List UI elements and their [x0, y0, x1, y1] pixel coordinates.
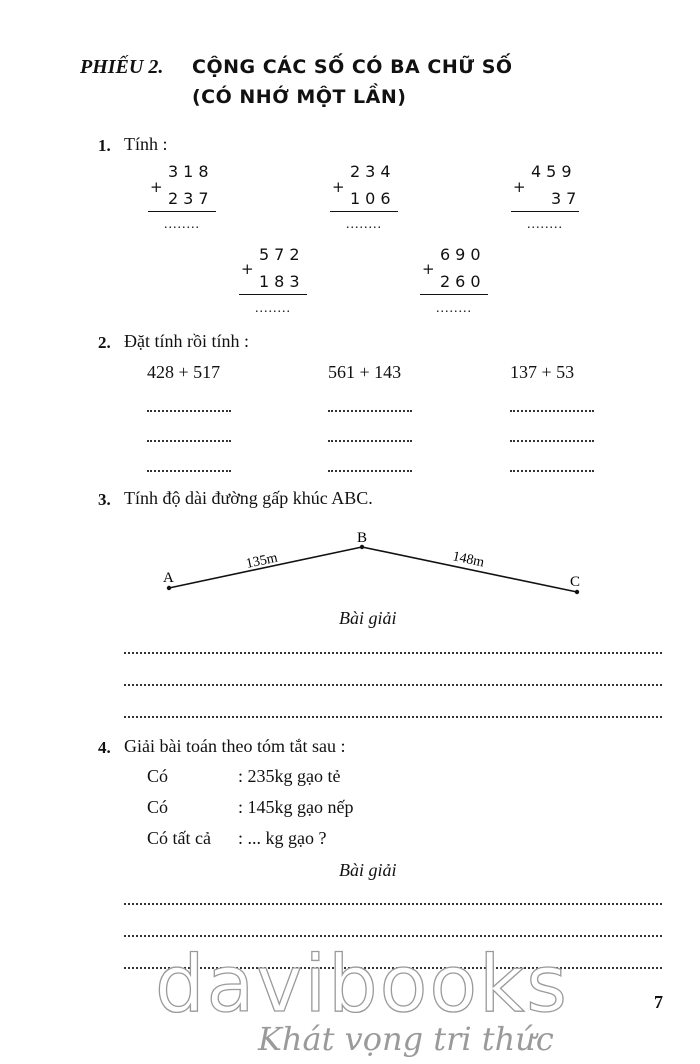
q2-prompt: Đặt tính rồi tính :: [124, 331, 249, 351]
watermark-slogan: Khát vọng tri thức: [258, 1020, 554, 1058]
solution-line[interactable]: [124, 716, 662, 718]
q2-expression-2: 561 + 143: [328, 362, 402, 382]
bottom-operand: 106: [350, 189, 396, 208]
point-b-label: B: [357, 530, 368, 546]
plus-sign: +: [150, 178, 163, 196]
point-a: [167, 586, 171, 590]
q1-number: 1.: [98, 136, 111, 155]
work-line[interactable]: [328, 440, 412, 442]
worksheet-title-line2: (CÓ NHỚ MỘT LẦN): [192, 86, 407, 108]
top-operand: 318: [168, 162, 214, 181]
sum-rule: [420, 294, 488, 295]
solution-line[interactable]: [124, 935, 662, 937]
worksheet-title-line1: CỘNG CÁC SỐ CÓ BA CHỮ SỐ: [192, 56, 513, 78]
q3-number: 3.: [98, 490, 111, 509]
q3-prompt: Tính độ dài đường gấp khúc ABC.: [124, 488, 373, 508]
top-operand: 234: [350, 162, 396, 181]
q1-prompt: Tính :: [124, 134, 168, 154]
q4-prompt: Giải bài toán theo tóm tắt sau :: [124, 736, 346, 756]
solution-line[interactable]: [124, 684, 662, 686]
q4-row-1-value: : 235kg gạo tẻ: [238, 766, 341, 786]
bottom-operand: 260: [440, 272, 486, 291]
top-operand: 572: [259, 245, 305, 264]
work-line[interactable]: [510, 410, 594, 412]
work-line[interactable]: [510, 470, 594, 472]
q4-row-3-label: Có tất cả: [147, 828, 211, 848]
solution-line[interactable]: [124, 903, 662, 905]
q2-expression-1: 428 + 517: [147, 362, 221, 382]
q4-row-3-value: : ... kg gạo ?: [238, 828, 327, 848]
work-line[interactable]: [328, 470, 412, 472]
sum-rule: [148, 211, 216, 212]
work-line[interactable]: [147, 410, 231, 412]
q4-row-2-value: : 145kg gạo nếp: [238, 797, 354, 817]
segment-bc-length: 148m: [451, 549, 486, 571]
plus-sign: +: [422, 260, 435, 278]
answer-blank[interactable]: ........: [527, 217, 563, 232]
watermark-brand: davibooks: [155, 940, 569, 1030]
polyline-abc-figure: [0, 520, 700, 610]
answer-blank[interactable]: ........: [436, 301, 472, 316]
work-line[interactable]: [510, 440, 594, 442]
plus-sign: +: [513, 178, 526, 196]
sum-rule: [511, 211, 579, 212]
sum-rule: [239, 294, 307, 295]
answer-blank[interactable]: ........: [255, 301, 291, 316]
work-line[interactable]: [147, 470, 231, 472]
bottom-operand: 237: [168, 189, 214, 208]
answer-blank[interactable]: ........: [164, 217, 200, 232]
work-line[interactable]: [147, 440, 231, 442]
point-c: [575, 590, 579, 594]
segment-ab-length: 135m: [244, 550, 280, 572]
q3-solution-label: Bài giải: [339, 608, 397, 628]
page-number: 7: [654, 992, 663, 1012]
worksheet-label: PHIẾU 2.: [80, 56, 164, 78]
top-operand: 459: [531, 162, 577, 181]
solution-line[interactable]: [124, 652, 662, 654]
plus-sign: +: [241, 260, 254, 278]
q2-number: 2.: [98, 333, 111, 352]
q4-solution-label: Bài giải: [339, 860, 397, 880]
top-operand: 690: [440, 245, 486, 264]
sum-rule: [330, 211, 398, 212]
q4-number: 4.: [98, 738, 111, 757]
q4-row-1-label: Có: [147, 766, 169, 786]
plus-sign: +: [332, 178, 345, 196]
q2-expression-3: 137 + 53: [510, 362, 575, 382]
bottom-operand: 183: [259, 272, 305, 291]
work-line[interactable]: [328, 410, 412, 412]
answer-blank[interactable]: ........: [346, 217, 382, 232]
bottom-operand: 37: [551, 189, 582, 208]
point-a-label: A: [163, 570, 174, 586]
point-c-label: C: [570, 574, 581, 590]
q4-row-2-label: Có: [147, 797, 169, 817]
